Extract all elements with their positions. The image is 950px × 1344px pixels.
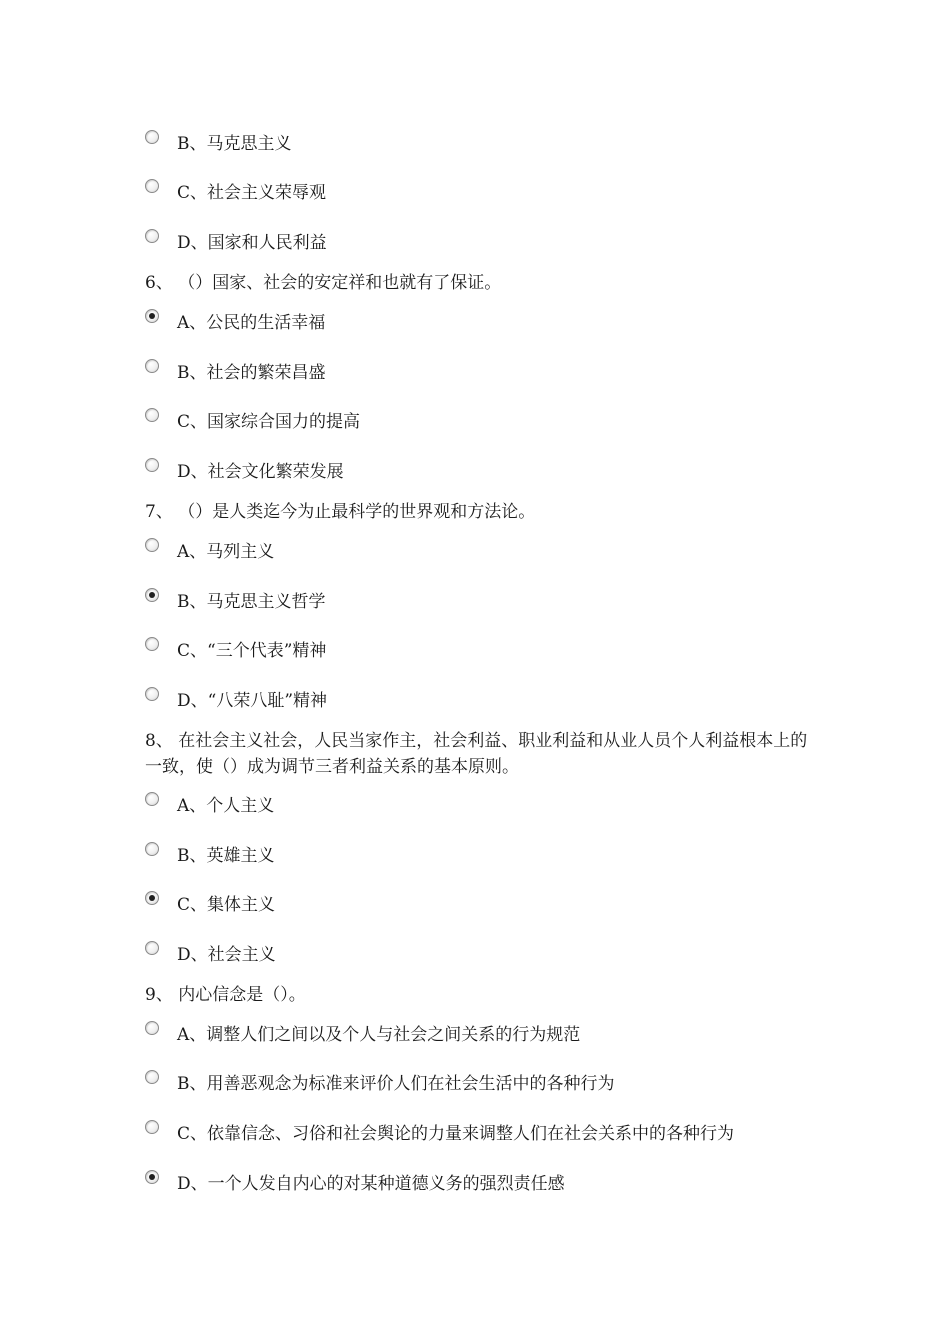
option-label: D、一个人发自内心的对某种道德义务的强烈责任感 — [177, 1174, 565, 1194]
radio-button-selected[interactable] — [145, 588, 159, 602]
option-7-c[interactable] — [145, 637, 845, 667]
option-8-b[interactable] — [145, 842, 845, 872]
option-label: B、马克思主义 — [177, 134, 292, 154]
radio-button[interactable] — [145, 842, 159, 856]
option-label: B、社会的繁荣昌盛 — [177, 363, 326, 383]
radio-button-selected[interactable] — [145, 891, 159, 905]
option-label: C、依靠信念、习俗和社会舆论的力量来调整人们在社会关系中的各种行为 — [177, 1124, 735, 1144]
option-label: C、国家综合国力的提高 — [177, 412, 361, 432]
radio-button[interactable] — [145, 941, 159, 955]
option-5-b[interactable] — [145, 130, 845, 160]
option-9-c[interactable] — [145, 1120, 845, 1150]
option-label: C、集体主义 — [177, 895, 276, 915]
option-8-d[interactable] — [145, 941, 845, 971]
option-label: B、马克思主义哲学 — [177, 592, 326, 612]
radio-button[interactable] — [145, 637, 159, 651]
radio-button[interactable] — [145, 538, 159, 552]
option-8-c[interactable] — [145, 891, 845, 921]
option-6-d[interactable] — [145, 458, 845, 488]
question-6: 6、 （）国家、社会的安定祥和也就有了保证。 — [145, 273, 502, 293]
option-5-d[interactable] — [145, 229, 845, 259]
option-label: D、国家和人民利益 — [177, 233, 327, 253]
radio-button[interactable] — [145, 359, 159, 373]
option-label: B、用善恶观念为标准来评价人们在社会生活中的各种行为 — [177, 1074, 615, 1094]
question-8: 8、 在社会主义社会，人民当家作主，社会利益、职业利益和从业人员个人利益根本上的一致，使（）成为调节三者利益关系的基本原则。 — [145, 731, 808, 777]
radio-button[interactable] — [145, 792, 159, 806]
question-9: 9、 内心信念是（）。 — [145, 985, 306, 1005]
option-label: D、社会文化繁荣发展 — [177, 462, 344, 482]
option-label: A、调整人们之间以及个人与社会之间关系的行为规范 — [177, 1025, 581, 1045]
option-9-a[interactable] — [145, 1021, 845, 1051]
option-9-b[interactable] — [145, 1070, 845, 1100]
radio-button[interactable] — [145, 1021, 159, 1035]
option-7-a[interactable] — [145, 538, 845, 568]
option-label: A、马列主义 — [177, 542, 275, 562]
option-label: A、个人主义 — [177, 796, 275, 816]
question-7: 7、 （）是人类迄今为止最科学的世界观和方法论。 — [145, 502, 536, 522]
radio-button[interactable] — [145, 1070, 159, 1084]
option-label: D、“八荣八耻”精神 — [177, 691, 328, 711]
option-6-b[interactable] — [145, 359, 845, 389]
radio-button[interactable] — [145, 229, 159, 243]
option-label: C、社会主义荣辱观 — [177, 183, 327, 203]
option-6-a[interactable] — [145, 309, 845, 339]
option-7-b[interactable] — [145, 588, 845, 618]
radio-button[interactable] — [145, 458, 159, 472]
radio-button[interactable] — [145, 130, 159, 144]
option-8-a[interactable] — [145, 792, 845, 822]
radio-button[interactable] — [145, 1120, 159, 1134]
option-9-d[interactable] — [145, 1170, 845, 1200]
option-label: D、社会主义 — [177, 945, 276, 965]
option-6-c[interactable] — [145, 408, 845, 438]
option-5-c[interactable] — [145, 179, 845, 209]
option-label: B、英雄主义 — [177, 846, 275, 866]
option-7-d[interactable] — [145, 687, 845, 717]
radio-button-selected[interactable] — [145, 309, 159, 323]
radio-button[interactable] — [145, 687, 159, 701]
option-label: A、公民的生活幸福 — [177, 313, 326, 333]
radio-button[interactable] — [145, 179, 159, 193]
radio-button-selected[interactable] — [145, 1170, 159, 1184]
radio-button[interactable] — [145, 408, 159, 422]
option-label: C、“三个代表”精神 — [177, 641, 327, 661]
